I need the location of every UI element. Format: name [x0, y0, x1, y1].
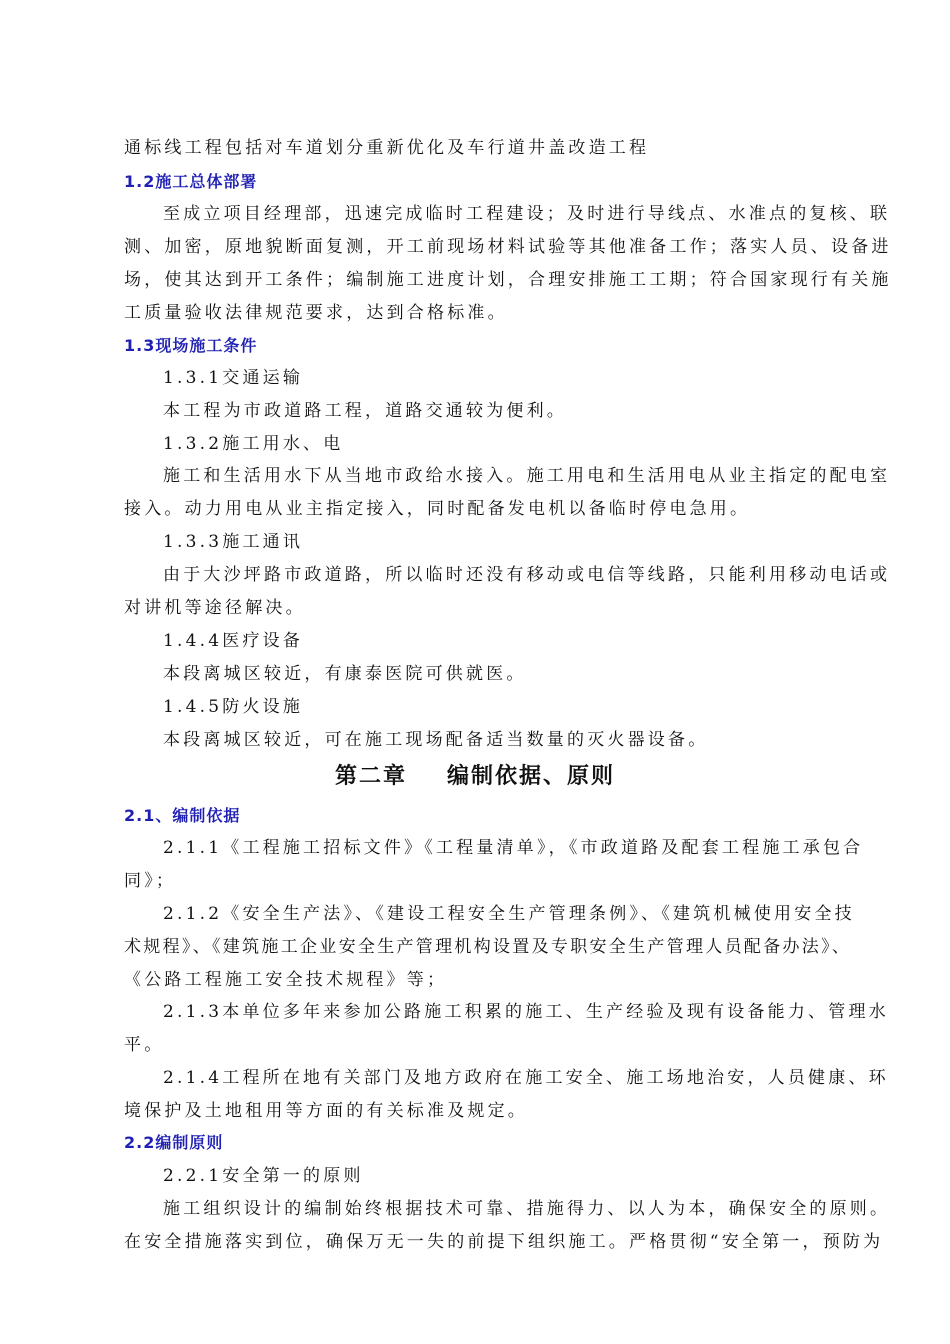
subsection-heading: 1.3.2施工用水、电 — [163, 434, 344, 454]
paragraph-line: 施工组织设计的编制始终根据技术可靠、措施得力、以人为本，确保安全的原则。 — [163, 1199, 891, 1219]
paragraph-line: 同》； — [124, 871, 177, 891]
chapter-number: 第二章 — [334, 763, 407, 789]
paragraph-line: 本工程为市政道路工程，道路交通较为便利。 — [163, 401, 567, 421]
subsection-heading: 1.3.3施工通讯 — [163, 532, 304, 552]
paragraph-line: 境保护及土地租用等方面的有关标准及规定。 — [124, 1101, 528, 1121]
section-heading-2-1: 2.1、编制依据 — [124, 806, 241, 825]
paragraph-line: 本段离城区较近，有康泰医院可供就医。 — [163, 664, 527, 684]
subsection-heading: 2.2.1安全第一的原则 — [163, 1166, 364, 1186]
paragraph-line: 施工和生活用水下从当地市政给水接入。施工用电和生活用电从业主指定的配电室 — [163, 466, 891, 486]
paragraph-line: 场，使其达到开工条件；编制施工进度计划，合理安排施工工期；符合国家现行有关施 — [124, 270, 892, 290]
paragraph-line: 接入。动力用电从业主指定接入，同时配备发电机以备临时停电急用。 — [124, 499, 751, 519]
paragraph-line: 对讲机等途径解决。 — [124, 598, 306, 618]
paragraph-line: 工质量验收法律规范要求，达到合格标准。 — [124, 303, 508, 323]
paragraph-line: 本段离城区较近，可在施工现场配备适当数量的灭火器设备。 — [163, 730, 709, 750]
section-heading-1-2: 1.2施工总体部署 — [124, 172, 258, 191]
paragraph-line: 平。 — [124, 1035, 165, 1055]
paragraph-line: 《公路工程施工安全技术规程》等； — [124, 970, 448, 990]
subsection-heading: 1.3.1交通运输 — [163, 368, 304, 388]
paragraph-line: 术规程》、《建筑施工企业安全生产管理机构设置及专职安全生产管理人员配备办法》、 — [124, 937, 852, 957]
chapter-title — [0, 761, 950, 791]
subsection-heading: 1.4.5防火设施 — [163, 697, 304, 717]
section-heading-1-3: 1.3现场施工条件 — [124, 336, 258, 355]
paragraph-line: 通标线工程包括对车道划分重新优化及车行道井盖改造工程 — [124, 138, 650, 158]
chapter-name: 编制依据、原则 — [447, 763, 616, 789]
section-heading-2-2: 2.2编制原则 — [124, 1133, 224, 1152]
paragraph-line: 2.1.3本单位多年来参加公路施工积累的施工、生产经验及现有设备能力、管理水 — [163, 1002, 889, 1022]
paragraph-line: 2.1.1《工程施工招标文件》《工程量清单》，《市政道路及配套工程施工承包合 — [163, 838, 864, 858]
paragraph-line: 测、加密，原地貌断面复测，开工前现场材料试验等其他准备工作；落实人员、设备进 — [124, 237, 892, 257]
paragraph-line: 2.1.4工程所在地有关部门及地方政府在施工安全、施工场地治安，人员健康、环 — [163, 1068, 889, 1088]
paragraph-line: 由于大沙坪路市政道路，所以临时还没有移动或电信等线路，只能利用移动电话或 — [163, 565, 891, 585]
paragraph-line: 在安全措施落实到位，确保万无一失的前提下组织施工。严格贯彻“安全第一，预防为 — [124, 1232, 884, 1252]
paragraph-line: 至成立项目经理部，迅速完成临时工程建设；及时进行导线点、水准点的复核、联 — [163, 204, 891, 224]
paragraph-line: 2.1.2《安全生产法》、《建设工程安全生产管理条例》、《建筑机械使用安全技 — [163, 904, 855, 924]
subsection-heading: 1.4.4医疗设备 — [163, 631, 304, 651]
